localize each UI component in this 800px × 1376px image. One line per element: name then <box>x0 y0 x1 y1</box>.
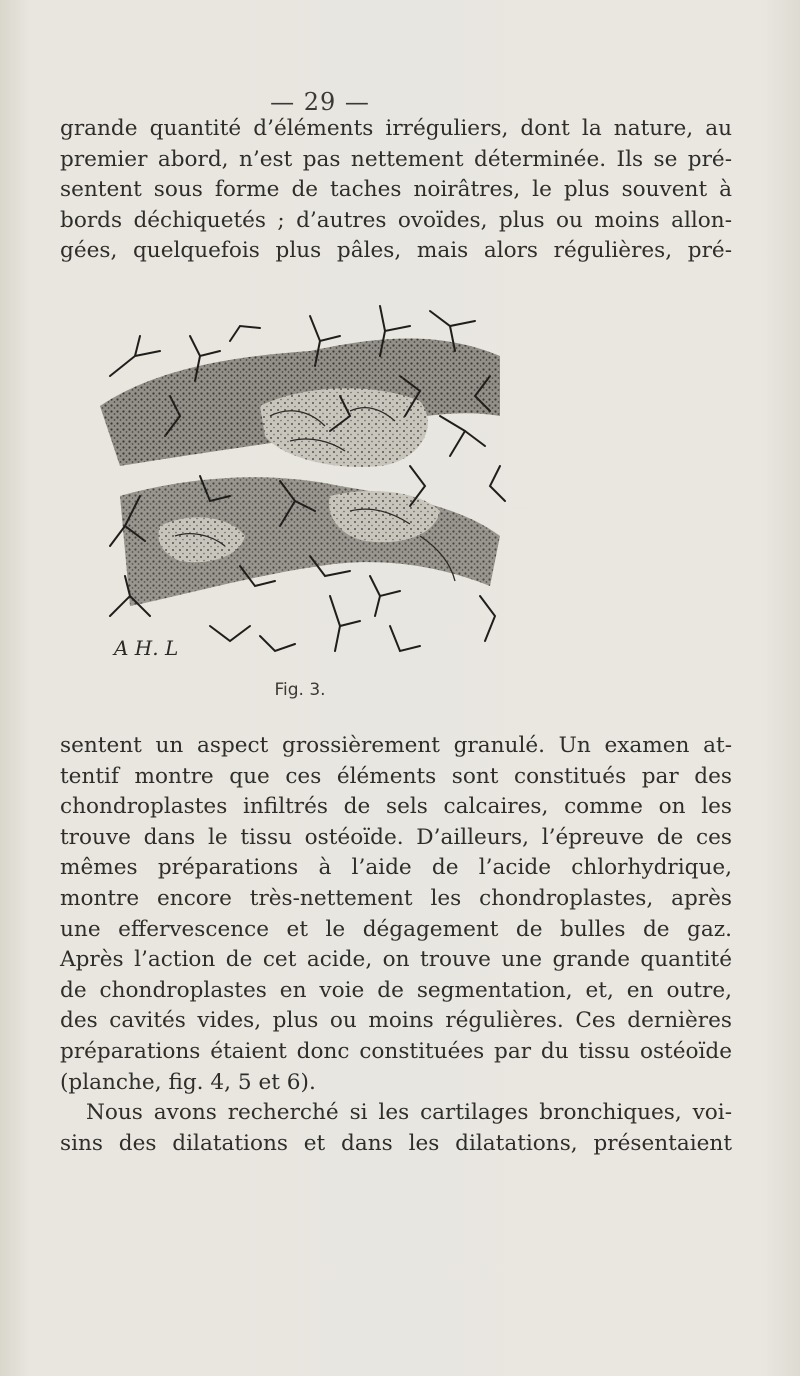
text-line: sins des dilatations et dans les dilatations, présentaient <box>60 1130 732 1156</box>
text-line: sentent un aspect grossièrement granulé. Un examen at- <box>60 733 732 758</box>
text-line: premier abord, n’est pas nettement déterminée. Ils se pré- <box>60 146 732 172</box>
text-line: chondroplastes infiltrés de sels calcaires, comme on les <box>60 794 732 820</box>
text-line: sentent sous forme de taches noirâtres, le plus souvent à <box>60 177 732 203</box>
text-line: une effervescence et le dégagement de bulles de gaz. <box>60 916 732 942</box>
text-line: bords déchiquetés ; d’autres ovoïdes, plus ou moins allon- <box>60 207 732 233</box>
text-line: gées, quelquefois plus pâles, mais alors régulières, pré- <box>60 238 732 264</box>
artist-signature: A H. L <box>114 636 179 660</box>
text-line: Nous avons recherché si les cartilages bronchiques, voi- <box>86 1100 732 1126</box>
text-line: préparations étaient donc constituées par du tissu ostéoïde <box>60 1038 732 1064</box>
paragraph-top <box>60 114 732 267</box>
text-line: trouve dans le tissu ostéoïde. D’ailleurs, l’épreuve de ces <box>60 824 732 850</box>
text-line: Après l’action de cet acide, on trouve une grande quantité <box>60 947 732 973</box>
text-line: montre encore très-nettement les chondroplastes, après <box>60 885 732 911</box>
figure-drawing <box>80 296 530 676</box>
page-number: — 29 — <box>270 88 370 116</box>
histology-illustration <box>80 296 530 676</box>
text-line: des cavités vides, plus ou moins régulières. Ces dernières <box>60 1008 732 1034</box>
text-line: (planche, fig. 4, 5 et 6). <box>60 1069 316 1095</box>
figure-caption: Fig. 3. <box>274 680 326 700</box>
paragraph-bottom <box>60 731 732 1159</box>
text-line: grande quantité d’éléments irréguliers, dont la nature, au <box>60 116 732 141</box>
text-line: mêmes préparations à l’aide de l’acide chlorhydrique, <box>60 855 732 881</box>
text-line: de chondroplastes en voie de segmentation, et, en outre, <box>60 977 732 1003</box>
text-line: tentif montre que ces éléments sont constitués par des <box>60 763 732 789</box>
